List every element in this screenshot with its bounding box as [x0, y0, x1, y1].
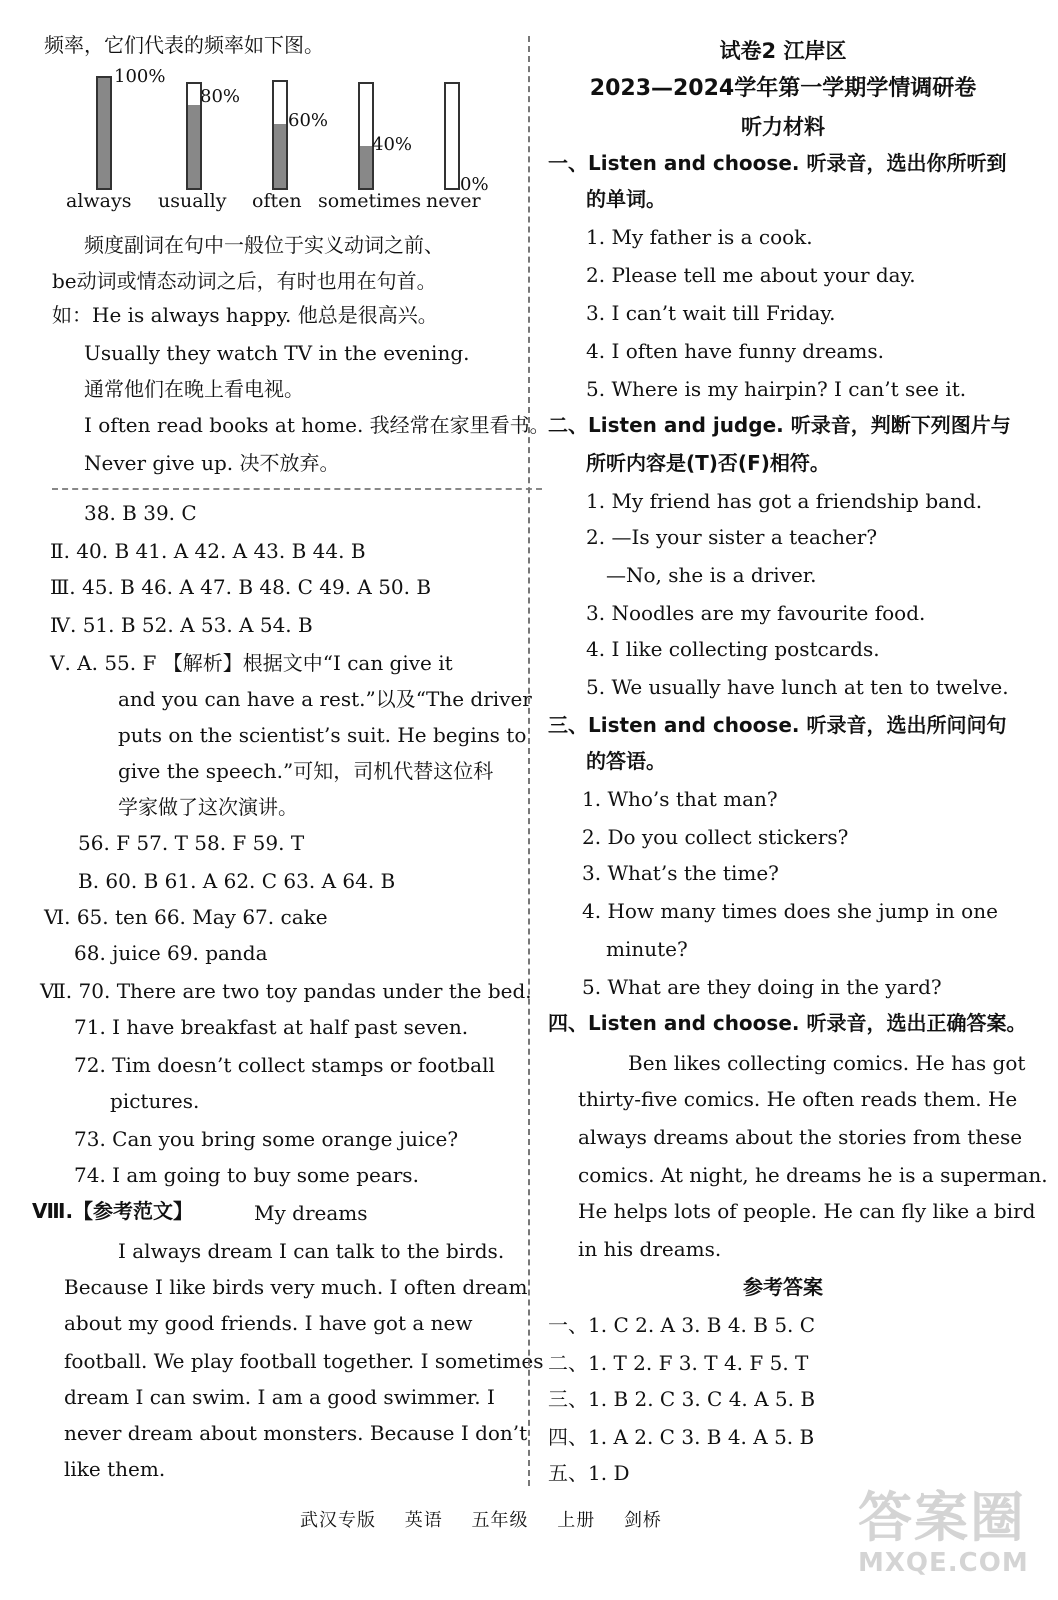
answer-line: 74. I am going to buy some pears.: [74, 1163, 419, 1187]
s1-title: 一、Listen and choose. 听录音，选出你所听到: [548, 151, 1007, 175]
bar-always: [96, 76, 112, 190]
column-divider: [528, 36, 530, 1486]
s2-title: 二、Listen and judge. 听录音，判断下列图片与: [548, 413, 1011, 437]
s1-item: 4. I often have funny dreams.: [586, 339, 884, 363]
answer-line: 学家做了这次演讲。: [118, 795, 298, 819]
answer-line: Ⅶ. 70. There are two toy pandas under the bed.: [40, 979, 532, 1003]
answer-key-line: 五、1. D: [548, 1461, 630, 1485]
essay-line: Because I like birds very much. I often dream: [64, 1275, 528, 1299]
label-usually: usually: [158, 190, 227, 212]
watermark-url: MXQE.COM: [858, 1548, 1029, 1578]
s4-passage-line: He helps lots of people. He can fly like a bird: [578, 1199, 1036, 1223]
s1-title-cont: 的单词。: [586, 187, 666, 211]
intro-text: 频率，它们代表的频率如下图。: [44, 33, 324, 57]
s3-item: 5. What are they doing in the yard?: [582, 975, 942, 999]
s2-item: 4. I like collecting postcards.: [586, 637, 880, 661]
pct-never: 0%: [460, 174, 489, 195]
answer-key-line: 三、1. B 2. C 3. C 4. A 5. B: [548, 1387, 816, 1411]
para-line: 如：He is always happy. 他总是很高兴。: [52, 303, 438, 327]
bar-fill: [360, 146, 372, 188]
footer-volume: 上册: [557, 1510, 596, 1531]
essay-line: like them.: [64, 1457, 166, 1481]
page-footer: [300, 1506, 684, 1532]
footer-subject: 英语: [404, 1510, 443, 1531]
answer-line: 73. Can you bring some orange juice?: [74, 1127, 459, 1151]
answer-key-line: 一、1. C 2. A 3. B 4. B 5. C: [548, 1313, 816, 1337]
answer-line: puts on the scientist’s suit. He begins to: [118, 723, 527, 747]
footer-grade: 五年级: [471, 1510, 529, 1531]
answer-line: Ⅲ. 45. B 46. A 47. B 48. C 49. A 50. B: [50, 575, 432, 599]
essay-label: Ⅷ.【参考范文】: [32, 1199, 194, 1223]
label-always: always: [66, 190, 132, 212]
s4-passage-line: thirty-five comics. He often reads them. He: [578, 1087, 1018, 1111]
label-often: often: [252, 190, 302, 212]
s3-title-cont: 的答语。: [586, 749, 666, 773]
essay-line: football. We play football together. I sometimes: [64, 1349, 544, 1373]
s4-passage-line: always dreams about the stories from these: [578, 1125, 1023, 1149]
pct-often: 60%: [288, 110, 329, 131]
s4-title: 四、Listen and choose. 听录音，选出正确答案。: [548, 1011, 1027, 1035]
watermark-logo: [858, 1488, 1038, 1588]
answer-line: Ⅵ. 65. ten 66. May 67. cake: [44, 905, 328, 929]
answer-line: give the speech.”可知，司机代替这位科: [118, 759, 494, 783]
pct-sometimes: 40%: [372, 134, 413, 155]
answer-line: Ⅱ. 40. B 41. A 42. A 43. B 44. B: [50, 539, 366, 563]
answer-line: B. 60. B 61. A 62. C 63. A 64. B: [78, 869, 396, 893]
s4-passage-line: comics. At night, he dreams he is a superman.: [578, 1163, 1048, 1187]
essay-line: I always dream I can talk to the birds.: [118, 1239, 505, 1263]
answer-line: and you can have a rest.”以及“The driver: [118, 687, 532, 711]
answer-line: 72. Tim doesn’t collect stamps or football: [74, 1053, 495, 1077]
bar-fill: [188, 105, 200, 188]
answer-line: Ⅴ. A. 55. F 【解析】根据文中“I can give it: [50, 651, 453, 675]
exam-title: 试卷2 江岸区: [719, 39, 847, 63]
s1-item: 2. Please tell me about your day.: [586, 263, 916, 287]
s3-item: 2. Do you collect stickers?: [582, 825, 849, 849]
s1-item: 1. My father is a cook.: [586, 225, 813, 249]
frequency-chart: [40, 0, 510, 230]
answer-line: 38. B 39. C: [84, 501, 197, 525]
essay-line: dream I can swim. I am a good swimmer. I: [64, 1385, 495, 1409]
watermark-text: 答案圈: [858, 1486, 1026, 1549]
para-line: Usually they watch TV in the evening.: [84, 341, 470, 365]
answer-key-line: 四、1. A 2. C 3. B 4. A 5. B: [548, 1425, 815, 1449]
answer-line: 56. F 57. T 58. F 59. T: [78, 831, 305, 855]
s3-item: 1. Who’s that man?: [582, 787, 778, 811]
label-sometimes: sometimes: [318, 190, 422, 212]
s2-item: 2. —Is your sister a teacher?: [586, 525, 878, 549]
label-never: never: [426, 190, 481, 212]
s4-passage-line: in his dreams.: [578, 1237, 722, 1261]
para-line: I often read books at home. 我经常在家里看书。: [84, 413, 550, 437]
para-line: 通常他们在晚上看电视。: [84, 377, 304, 401]
answer-line: 71. I have breakfast at half past seven.: [74, 1015, 469, 1039]
pct-usually: 80%: [200, 86, 241, 107]
s1-item: 5. Where is my hairpin? I can’t see it.: [586, 377, 967, 401]
s2-item: —No, she is a driver.: [606, 563, 817, 587]
answer-line: 68. juice 69. panda: [74, 941, 268, 965]
section-divider: [52, 488, 542, 490]
s3-item: minute?: [606, 937, 688, 961]
essay-title: My dreams: [254, 1201, 368, 1225]
bar-fill: [274, 124, 286, 188]
s2-item: 3. Noodles are my favourite food.: [586, 601, 926, 625]
s3-title: 三、Listen and choose. 听录音，选出所问问句: [548, 713, 1007, 737]
para-line: be动词或情态动词之后，有时也用在句首。: [52, 269, 437, 293]
para-line: Never give up. 决不放弃。: [84, 451, 340, 475]
bar-never: [444, 82, 460, 190]
exam-subtitle: 2023—2024学年第一学期学情调研卷: [589, 76, 977, 101]
footer-edition: 武汉专版: [300, 1510, 376, 1531]
s3-item: 3. What’s the time?: [582, 861, 779, 885]
para-line: 频度副词在句中一般位于实义动词之前、: [84, 233, 444, 257]
essay-line: never dream about monsters. Because I don’t: [64, 1421, 528, 1445]
answer-key-line: 二、1. T 2. F 3. T 4. F 5. T: [548, 1351, 809, 1375]
answer-key-title: 参考答案: [743, 1275, 823, 1299]
essay-line: about my good friends. I have got a new: [64, 1311, 473, 1335]
bar-fill: [98, 78, 110, 188]
s3-item: 4. How many times does she jump in one: [582, 899, 998, 923]
footer-publisher: 剑桥: [623, 1510, 662, 1531]
answer-line: Ⅳ. 51. B 52. A 53. A 54. B: [50, 613, 313, 637]
s1-item: 3. I can’t wait till Friday.: [586, 301, 836, 325]
section-heading: 听力材料: [741, 115, 825, 139]
s2-item: 5. We usually have lunch at ten to twelve.: [586, 675, 1009, 699]
s2-title-cont: 所听内容是(T)否(F)相符。: [586, 451, 830, 475]
s2-item: 1. My friend has got a friendship band.: [586, 489, 983, 513]
pct-always: 100%: [114, 66, 166, 87]
bar-often: [272, 80, 288, 190]
s4-passage-line: Ben likes collecting comics. He has got: [628, 1051, 1026, 1075]
answer-line: pictures.: [110, 1089, 200, 1113]
